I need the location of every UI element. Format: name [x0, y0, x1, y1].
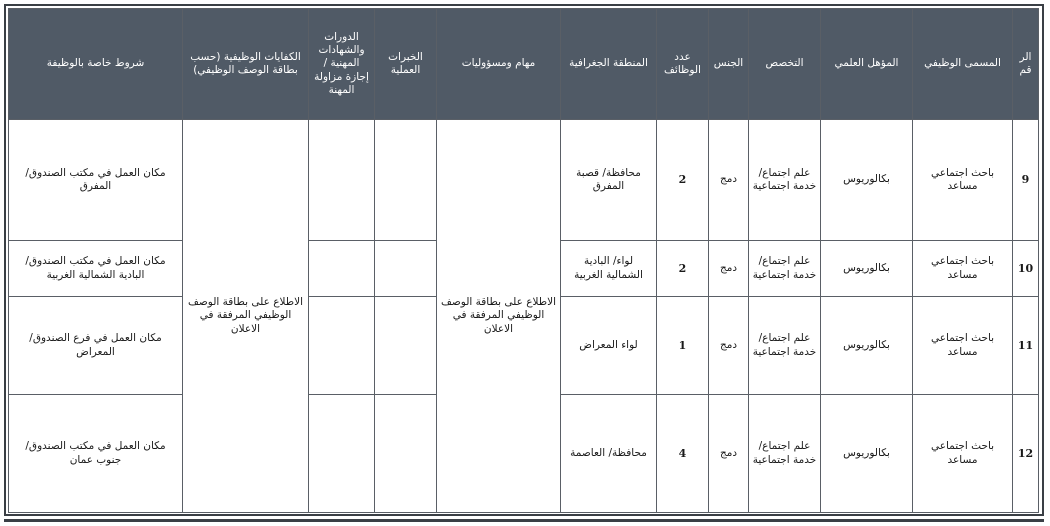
courses-cell	[309, 241, 375, 297]
special-conditions: مكان العمل في مكتب الصندوق/ البادية الشمالية الغربية	[9, 241, 183, 297]
header-conditions: شروط خاصة بالوظيفة	[9, 9, 183, 120]
header-competencies: الكفايات الوظيفية (حسب بطاقة الوصف الوظيفي)	[183, 9, 309, 120]
qualification: بكالوريوس	[821, 395, 913, 513]
job-title: باحث اجتماعي مساعد	[913, 241, 1013, 297]
positions-count: 2	[657, 241, 709, 297]
region: لواء المعراض	[561, 297, 657, 395]
competencies-shared: الاطلاع على بطاقة الوصف الوظيفي المرفقة في الاعلان	[183, 120, 309, 513]
special-conditions: مكان العمل في مكتب الصندوق/ المفرق	[9, 120, 183, 241]
jobs-table	[8, 8, 1039, 513]
positions-count: 4	[657, 395, 709, 513]
specialization: علم اجتماع/ خدمة اجتماعية	[749, 297, 821, 395]
courses-cell	[309, 395, 375, 513]
table-row	[9, 120, 1039, 241]
header-experience: الخبرات العملية	[375, 9, 437, 120]
gender: دمج	[709, 120, 749, 241]
row-number: 11	[1013, 297, 1039, 395]
qualification: بكالوريوس	[821, 297, 913, 395]
row-number: 9	[1013, 120, 1039, 241]
courses-cell	[309, 120, 375, 241]
specialization: علم اجتماع/ خدمة اجتماعية	[749, 241, 821, 297]
special-conditions: مكان العمل في مكتب الصندوق/ جنوب عمان	[9, 395, 183, 513]
specialization: علم اجتماع/ خدمة اجتماعية	[749, 395, 821, 513]
row-number: 12	[1013, 395, 1039, 513]
gender: دمج	[709, 241, 749, 297]
header-region: المنطقة الجغرافية	[561, 9, 657, 120]
header-rakam: الر قم	[1013, 9, 1039, 120]
qualification: بكالوريوس	[821, 120, 913, 241]
experience-cell	[375, 241, 437, 297]
positions-count: 1	[657, 297, 709, 395]
region: محافظة/ العاصمة	[561, 395, 657, 513]
job-title: باحث اجتماعي مساعد	[913, 395, 1013, 513]
header-courses: الدورات والشهادات المهنية /إجازة مزاولة المهنة	[309, 9, 375, 120]
special-conditions: مكان العمل في فرع الصندوق/ المعراض	[9, 297, 183, 395]
experience-cell	[375, 297, 437, 395]
bottom-rule	[4, 519, 1044, 522]
experience-cell	[375, 395, 437, 513]
header-qualification: المؤهل العلمي	[821, 9, 913, 120]
header-title: المسمى الوظيفي	[913, 9, 1013, 120]
job-title: باحث اجتماعي مساعد	[913, 297, 1013, 395]
region: لواء/ البادية الشمالية الغربية	[561, 241, 657, 297]
duties-shared: الاطلاع على بطاقة الوصف الوظيفي المرفقة في الاعلان	[437, 120, 561, 513]
positions-count: 2	[657, 120, 709, 241]
job-title: باحث اجتماعي مساعد	[913, 120, 1013, 241]
header-row	[9, 9, 1039, 120]
courses-cell	[309, 297, 375, 395]
gender: دمج	[709, 395, 749, 513]
experience-cell	[375, 120, 437, 241]
region: محافظة/ قصبة المفرق	[561, 120, 657, 241]
gender: دمج	[709, 297, 749, 395]
header-specialization: التخصص	[749, 9, 821, 120]
row-number: 10	[1013, 241, 1039, 297]
header-gender: الجنس	[709, 9, 749, 120]
header-positions: عدد الوظائف	[657, 9, 709, 120]
specialization: علم اجتماع/ خدمة اجتماعية	[749, 120, 821, 241]
header-duties: مهام ومسؤوليات	[437, 9, 561, 120]
qualification: بكالوريوس	[821, 241, 913, 297]
